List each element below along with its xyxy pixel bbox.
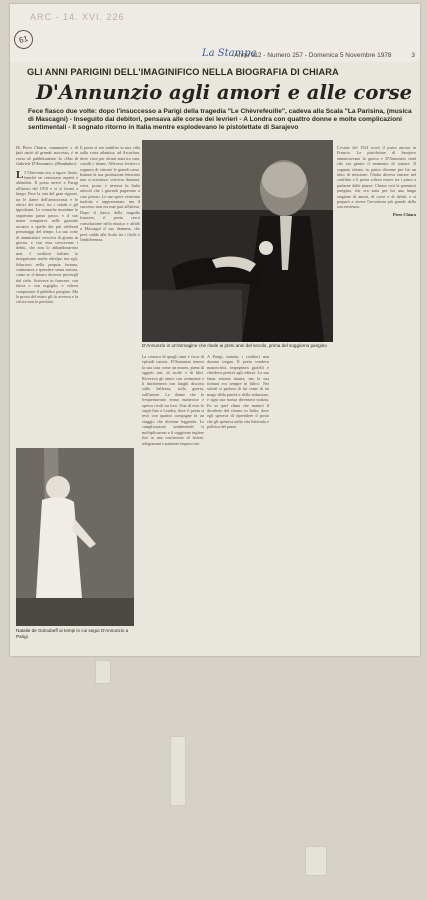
dannunzio-portrait-photo [142, 140, 333, 342]
article-headline: D'Annunzio agli amori e alle corse [36, 81, 412, 104]
article-column-3 [142, 354, 204, 604]
column-1-text: L'Ottocento era, a rigore, finito, benché ne restassero aspetti e abitudini. Il poeta arrivò a Parigi all'inizio del 1910 e vi si fermò a lungo. Fece la vita del gran signore, tra le dame dell'aristocrazia e le attrici dei teatri, tra i salotti e gli ippodromi. Le cronache mondane lo seguivano passo passo, e il suo nome compariva nelle gazzette accanto a quello dei più celebrati personaggi del tempo. La sua corte di ammiratrici cresceva di giorno in giorno, e con essa crescevano i debiti, che non lo abbandonarono mai. I creditori italiani lo inseguivano anche oltralpe, ma egli, fiducioso nella propria fortuna, continuava a spendere senza misura, come se il denaro dovesse piovergli dal cielo. Scriveva in francese, con fatica e con orgoglio, e voleva conquistare il pubblico parigino. Ma la prova del teatro gli fu avversa e la critica non lo perdonò. [16, 169, 78, 305]
newspaper-clipping [10, 4, 420, 656]
tape-strip-left [95, 660, 111, 684]
article-deck: Fece fiasco due volte: dopo l'insuccesso a Parigi della tragedia "Le Chèvrefeuille", cadeva alla Scala "La Parisina, (musica di Mascagni) - Inseguito dai debitori, pensava alle corse dei levrieri - A Londra con quattro donne e molte complicazioni sentimentali - Il sognato ritorno in Italia mentre esplodevano le pistolettate di Sarajevo [28, 108, 412, 132]
tape-strip-middle [170, 736, 186, 806]
dropcap: L [16, 168, 24, 181]
article-column-5 [337, 145, 416, 645]
main-photo-caption: D'Annunzio in un'immagine che risale ai primi anni del secolo, prima del soggiorno parigino [142, 343, 333, 349]
author-note: Di Piero Chiara, romanziere e di fatti usciti di grande successo, è in corso di pubblicazione la «Vita di Gabriele D'Annunzio» (Mondadori). [16, 145, 78, 167]
tape-strip-right [305, 846, 327, 876]
column-2-text: Il poeta si era stabilito in una villa sulla costa atlantica, ad Arcachon, dove visse per alcuni anni tra cani, cavalli e donne. Allevava levrieri e sognava di vincere le grandi corse. Intanto la sua produzione letteraria non si arrestava: scriveva drammi, versi, prose, e inviava in Italia articoli che i giornali pagavano a caro prezzo. Le sue opere venivano tradotte e rappresentate, ma il successo non era mai pari all'attesa. Dopo il fiasco della tragedia francese, il poeta cercò consolazione nella musica e affidò a Mascagni il suo dramma, che però cadde alla Scala tra i fischi e l'indifferenza. [80, 145, 140, 242]
clip-number-stamp: 61 [12, 28, 35, 51]
goloubeff-illustration [16, 448, 134, 626]
issue-date: Anno 112 - Numero 257 - Domenica 5 Novembre 1978 [234, 52, 392, 59]
secondary-photo-caption: Natalie de Goloubeff ai tempi in cui seguì D'Annunzio a Parigi [16, 628, 134, 639]
page-number: 3 [411, 52, 415, 59]
goloubeff-photo [16, 448, 134, 626]
column-5-text: L'estate del 1914 trovò il poeta ancora in Francia. Le pistolettate di Sarajevo annunciavano la guerra e D'Annunzio sentì che era giunto il momento di tornare. Il sognato ritorno in patria divenne per lui un fatto di missione: l'Italia doveva entrare nel conflitto e il poeta voleva essere tra i primi a parlarne dalle piazze. Chiuse così la parentesi parigina, che era stata per lui una lunga stagione di amori, di corse e di debiti, e si preparò a vivere l'avventura più grande della sua esistenza. [337, 145, 416, 210]
article-kicker: GLI ANNI PARIGINI DELL'IMAGINIFICO NELLA BIOGRAFIA DI CHIARA [27, 67, 339, 77]
article-column-1 [16, 145, 78, 443]
column-4-text: A Parigi, intanto, i creditori non davano tregua. Il poeta vendeva manoscritti, impegnava gioielli e chiedeva prestiti agli editori. La sua fama restava intatta, ma la sua fortuna era sempre in bilico. Nei salotti si parlava di lui come di un mago della parola e della seduzione, e ogni sua mossa diventava notizia. Fu in quel clima che maturò il desiderio del ritorno in Italia, dove egli sperava di riprendere il posto che gli spettava nella vita letteraria e politica del paese. [207, 354, 269, 430]
archive-stamp: ARC - 14. XVI. 226 [30, 12, 125, 22]
article-column-2 [80, 145, 140, 335]
issue-line [234, 52, 415, 59]
column-3-text: La cronaca di quegli anni è ricca di episodi curiosi. D'Annunzio teneva la sua casa come un museo, piena di oggetti rari, di stoffe e di libri. Riceveva gli amici con cerimonia e li intratteneva con lunghi discorsi sulla bellezza, sulla guerra, sull'amore. Le donne che lo frequentavano erano numerose e spesso rivali tra loro. Una di esse lo seguì fino a Londra, dove il poeta si recò con quattro compagne in un viaggio che divenne leggenda. Le complicazioni sentimentali si moltiplicarono e il soggiorno inglese finì in una confusione di lettere, telegrammi e partenze improvvise. [142, 354, 204, 446]
portrait-illustration [142, 140, 333, 342]
masthead-handwritten: La Stampa [202, 48, 257, 59]
author-signature: Piero Chiara [392, 211, 416, 217]
article-column-4 [207, 354, 269, 604]
